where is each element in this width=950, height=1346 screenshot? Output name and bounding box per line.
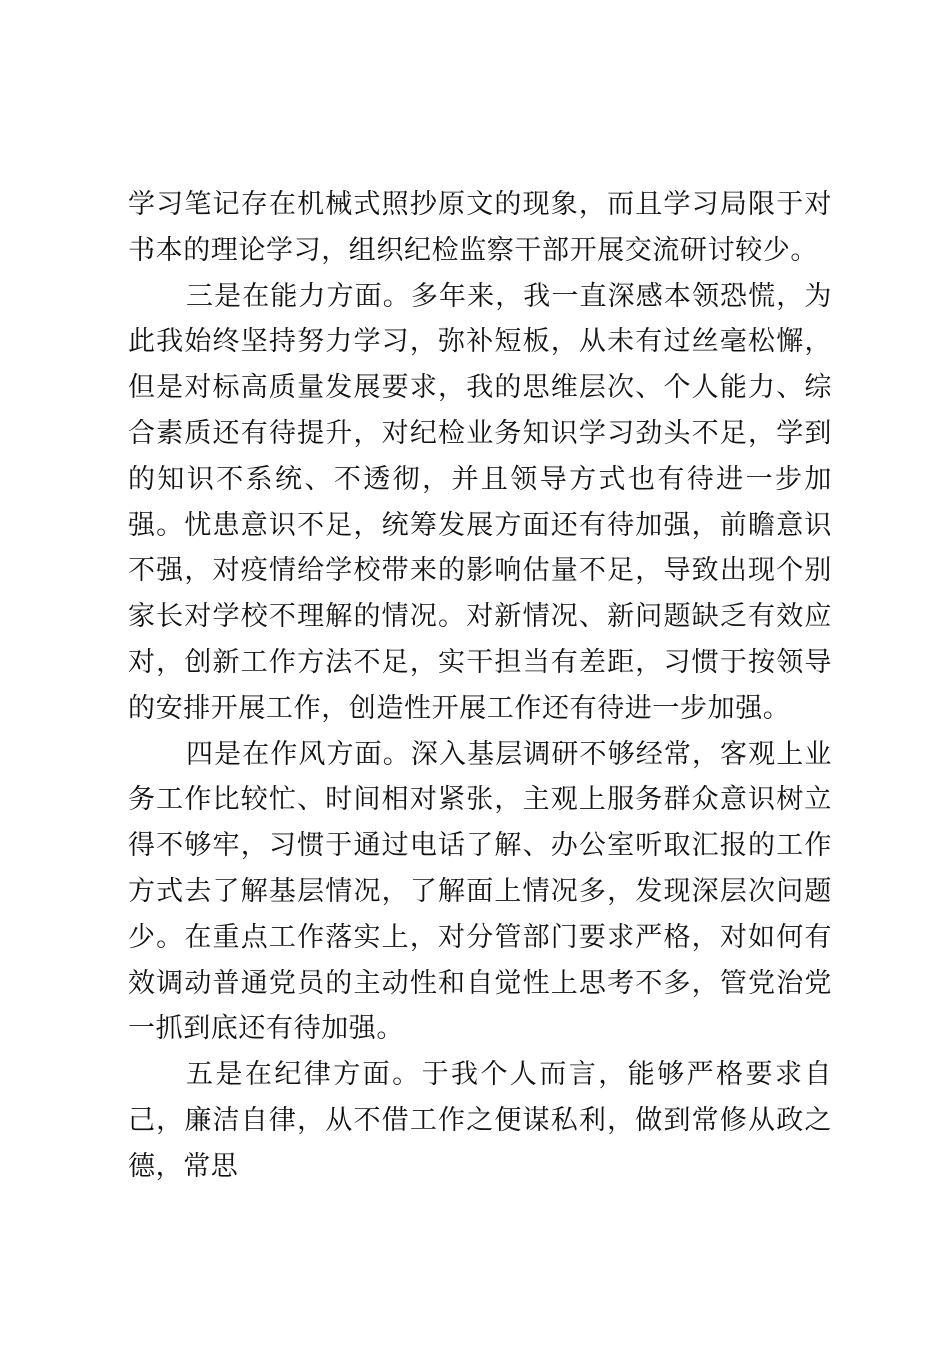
paragraph-discipline: 五是在纪律方面。于我个人而言，能够严格要求自己，廉洁自律，从不借工作之便谋私利，做到常修从政之德，常思 bbox=[128, 1059, 832, 1182]
paragraph-continuation: 学习笔记存在机械式照抄原文的现象，而且学习局限于对书本的理论学习，组织纪检监察干部开展交流研讨较少。 bbox=[128, 189, 832, 266]
paragraph-work-style: 四是在作风方面。深入基层调研不够经常，客观上业务工作比较忙、时间相对紧张，主观上服务群众意识树立得不够牢，习惯于通过电话了解、办公室听取汇报的工作方式去了解基层情况，了解面上情况多，发现深层次问题少。在重点工作落实上，对分管部门要求严格，对如何有效调动普通党员的主动性和自觉性上思考不多，管党治党一抓到底还有待加强。 bbox=[128, 738, 832, 1045]
paragraph-ability: 三是在能力方面。多年来，我一直深感本领恐慌，为此我始终坚持努力学习，弥补短板，从未有过丝毫松懈，但是对标高质量发展要求，我的思维层次、个人能力、综合素质还有待提升，对纪检业务知识学习劲头不足，学到的知识不系统、不透彻，并且领导方式也有待进一步加强。忧患意识不足，统筹发展方面还有待加强，前瞻意识不强，对疫情给学校带来的影响估量不足，导致出现个别家长对学校不理解的情况。对新情况、新问题缺乏有效应对，创新工作方法不足，实干担当有差距，习惯于按领导的安排开展工作，创造性开展工作还有待进一步加强。 bbox=[128, 280, 832, 724]
document-body bbox=[128, 182, 832, 1190]
